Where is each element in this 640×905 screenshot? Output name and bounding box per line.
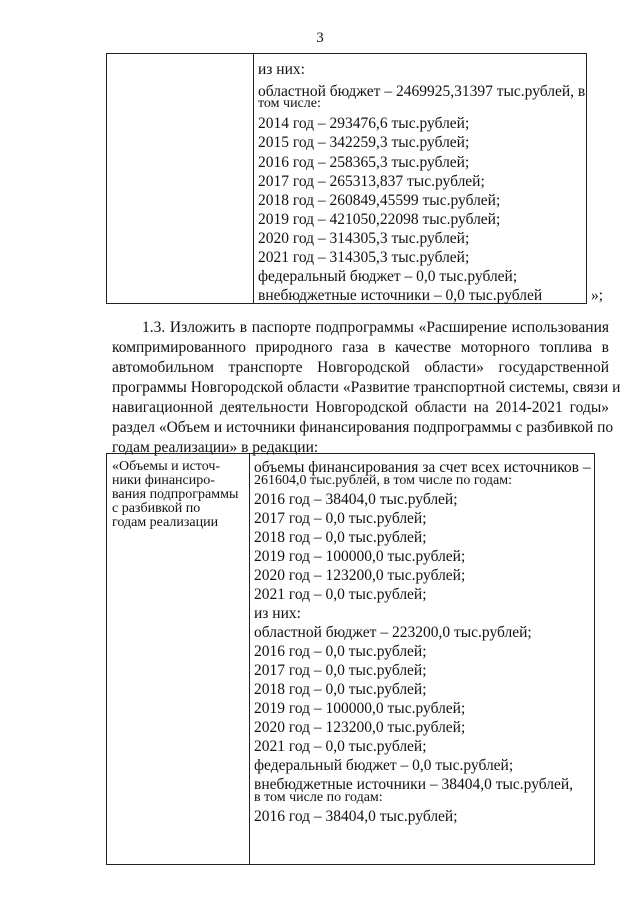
t1-line: 2019 год – 421050,22098 тыс.рублей; [258, 211, 501, 228]
t1-line: 2021 год – 314305,3 тыс.рублей; [258, 249, 470, 266]
paragraph-line: раздел «Объем и источники финансирования подпрограммы с разбивкой по [112, 419, 614, 436]
t2-line: объемы финансирования за счет всех источников – [254, 459, 591, 476]
t1-line: 2014 год – 293476,6 тыс.рублей; [258, 115, 470, 132]
t2-line: внебюджетные источники – 38404,0 тыс.рублей, [254, 776, 574, 793]
t2-line: 2016 год – 0,0 тыс.рублей; [254, 643, 427, 660]
t2-left-line: ники финансиро- [112, 473, 215, 488]
t2-left-line: «Объемы и источ- [112, 459, 221, 474]
t2-line: 2018 год – 0,0 тыс.рублей; [254, 681, 427, 698]
table-column-divider [253, 54, 254, 303]
paragraph-line: годам реализации» в редакции: [112, 439, 319, 456]
t2-line: 261604,0 тыс.рублей, в том числе по годам: [254, 473, 512, 488]
t2-line: 2017 год – 0,0 тыс.рублей; [254, 510, 427, 527]
closing-quote: »; [591, 287, 604, 304]
t1-line: 2017 год – 265313,837 тыс.рублей; [258, 173, 485, 190]
t2-line: в том числе по годам: [254, 790, 383, 805]
t2-left-line: вания подпрограммы [112, 487, 239, 502]
paragraph-line: компримированного природного газа в качестве моторного топлива в [112, 339, 609, 356]
t1-line: 2018 год – 260849,45599 тыс.рублей; [258, 192, 501, 209]
t1-line: областной бюджет – 2469925,31397 тыс.рублей, в [258, 83, 586, 100]
paragraph-line: навигационной деятельности Новгородской области на 2014-2021 годы» [112, 399, 609, 416]
t2-left-line: с разбивкой по [112, 501, 201, 516]
t1-line: 2015 год – 342259,3 тыс.рублей; [258, 134, 470, 151]
t2-line: 2019 год – 100000,0 тыс.рублей; [254, 548, 466, 565]
t2-line: 2019 год – 100000,0 тыс.рублей; [254, 700, 466, 717]
t1-line: федеральный бюджет – 0,0 тыс.рублей; [258, 268, 518, 285]
t1-line: том числе: [258, 96, 321, 111]
t2-line: федеральный бюджет – 0,0 тыс.рублей; [254, 757, 514, 774]
t1-line: 2020 год – 314305,3 тыс.рублей; [258, 230, 470, 247]
t2-line: 2016 год – 38404,0 тыс.рублей; [254, 491, 458, 508]
table-column-divider [249, 454, 250, 864]
amendment-paragraph [112, 318, 621, 458]
t2-line: 2020 год – 123200,0 тыс.рублей; [254, 719, 466, 736]
paragraph-line: автомобильном транспорте Новгородской области» государственной [112, 359, 609, 376]
t2-line: 2017 год – 0,0 тыс.рублей; [254, 662, 427, 679]
t1-line: из них: [258, 61, 305, 78]
t2-left-line: годам реализации [112, 515, 219, 530]
paragraph-line: 1.3. Изложить в паспорте подпрограммы «Расширение использования [142, 319, 609, 336]
t1-line: 2016 год – 258365,3 тыс.рублей; [258, 154, 470, 171]
t2-line: 2020 год – 123200,0 тыс.рублей; [254, 567, 466, 584]
t1-line: внебюджетные источники – 0,0 тыс.рублей [258, 287, 543, 304]
t2-line: 2021 год – 0,0 тыс.рублей; [254, 586, 427, 603]
t2-line: областной бюджет – 223200,0 тыс.рублей; [254, 624, 532, 641]
t2-line: из них: [254, 605, 301, 622]
t2-line: 2021 год – 0,0 тыс.рублей; [254, 738, 427, 755]
t2-line: 2018 год – 0,0 тыс.рублей; [254, 529, 427, 546]
t2-line: 2016 год – 38404,0 тыс.рублей; [254, 808, 458, 825]
paragraph-line: программы Новгородской области «Развитие транспортной системы, связи и [112, 379, 621, 396]
page-number: 3 [316, 30, 324, 46]
